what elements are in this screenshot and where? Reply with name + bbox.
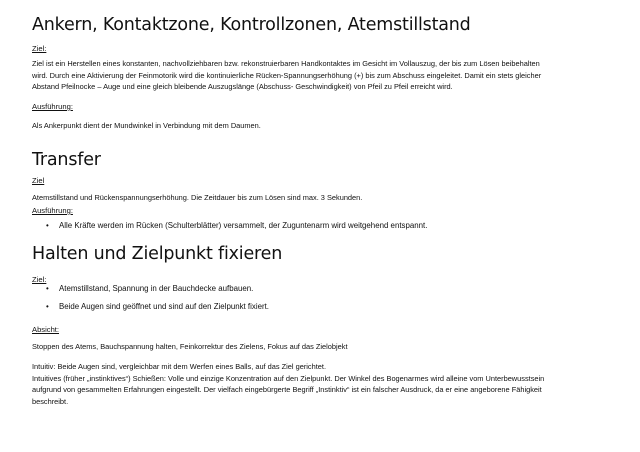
heading-ankern: Ankern, Kontaktzone, Kontrollzonen, Atemstillstand xyxy=(32,15,471,35)
label-ausfuehrung-ankern: Ausführung: xyxy=(32,102,73,111)
bullet-icon: • xyxy=(46,284,49,293)
text-ziel-transfer: Atemstillstand und Rückenspannungserhöhung. Die Zeitdauer bis zum Lösen sind max. 3 Sekunden. xyxy=(32,193,363,202)
bullet-item-halten-2 xyxy=(46,302,269,311)
bullet-text: Atemstillstand, Spannung in der Bauchdecke aufbauen. xyxy=(59,284,254,293)
bullet-item-transfer xyxy=(46,221,427,230)
text-absicht-halten: Stoppen des Atems, Bauchspannung halten, Feinkorrektur des Zielens, Fokus auf das Zielobjekt xyxy=(32,342,348,351)
label-ziel-halten: Ziel: xyxy=(32,275,47,284)
heading-transfer: Transfer xyxy=(32,150,101,170)
bullet-icon: • xyxy=(46,221,49,230)
label-ausfuehrung-transfer: Ausführung: xyxy=(32,206,73,215)
bullet-text: Beide Augen sind geöffnet und sind auf den Zielpunkt fixiert. xyxy=(59,302,269,311)
text-line: Abstand Pfeilnocke – Auge und eine gleich bleibende Auszugslänge (Abschuss- Geschwindigkeit) von Pfeil zu Pfeil erreicht wird. xyxy=(32,82,453,91)
bullet-item-halten-1 xyxy=(46,284,253,293)
text-line: aufgrund von gesammelten Erfahrungen eingestellt. Der vielfach eingebürgerte Begriff „Instinktiv“ ist ein falscher Ausdruck, da er eine angeborene Fähigkeit xyxy=(32,385,542,394)
bullet-icon: • xyxy=(46,302,49,311)
label-ziel-transfer: Ziel xyxy=(32,176,45,185)
text-ausfuehrung-ankern: Als Ankerpunkt dient der Mundwinkel in Verbindung mit dem Daumen. xyxy=(32,121,261,130)
label-absicht-halten: Absicht: xyxy=(32,325,60,334)
heading-halten: Halten und Zielpunkt fixieren xyxy=(32,244,283,264)
text-line: Intuitives (früher „instinktives“) Schießen: Volle und einzige Konzentration auf den Zielpunkt. Der Winkel des Bogenarmes wird alleine vom Unterbewusstsein xyxy=(32,373,545,383)
paragraph-intuitiv xyxy=(32,361,622,407)
text-line: Ziel ist ein Herstellen eines konstanten, nachvollziehbaren bzw. rekonstruierbaren Handkontaktes im Gesicht im Vollauszug, der bis zum Lösen beibehalten xyxy=(32,59,540,68)
bullet-text: Alle Kräfte werden im Rücken (Schulterblätter) versammelt, der Zuguntenarm wird weitgehend entspannt. xyxy=(59,221,428,230)
text-line: wird. Durch eine Aktivierung der Feinmotorik wird die kontinuierliche Rücken-Spannungserhöhung (+) bis zum Abschuss eingeleitet. Damit ein stets gleicher xyxy=(32,70,542,80)
label-ziel-ankern: Ziel: xyxy=(32,44,47,53)
text-line: Intuitiv: Beide Augen sind, vergleichbar mit dem Werfen eines Balls, auf das Ziel gerichtet. xyxy=(32,362,326,371)
paragraph-ziel-ankern xyxy=(32,58,622,93)
text-line: beschreibt. xyxy=(32,396,69,406)
